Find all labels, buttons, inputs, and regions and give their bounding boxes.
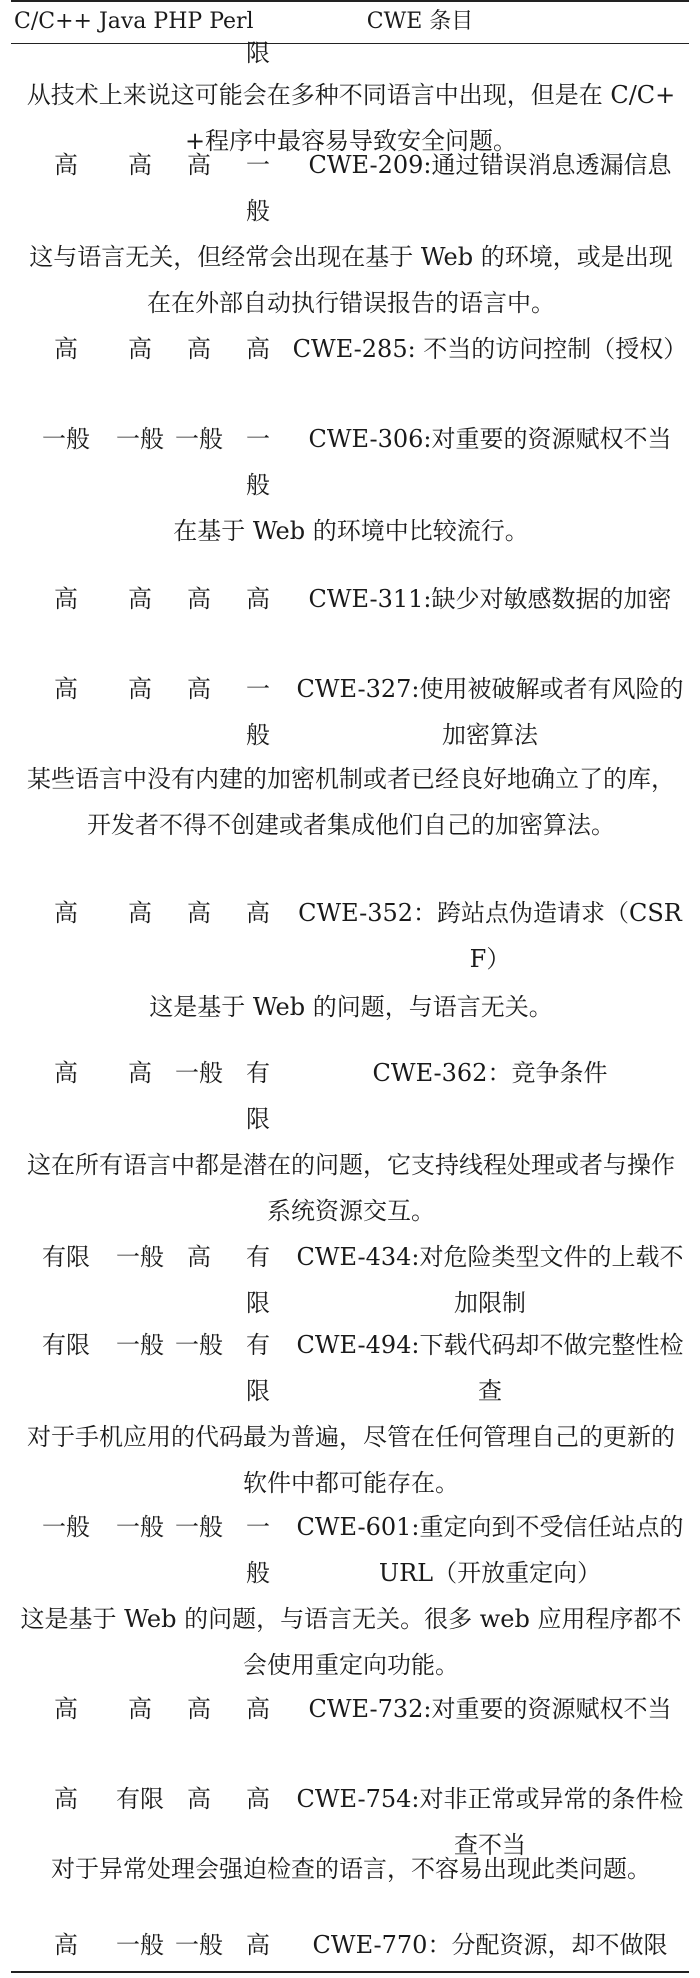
top-fragment: 限 bbox=[246, 39, 270, 67]
rating-php: 高 bbox=[187, 1243, 211, 1271]
header-rule bbox=[11, 43, 689, 44]
rating-perl: 高 bbox=[246, 1931, 270, 1959]
rating-java: 一般 bbox=[116, 1331, 164, 1359]
rating-php: 高 bbox=[187, 335, 211, 363]
header-cwe-entry: CWE 条目 bbox=[366, 9, 474, 34]
rating-php: 一般 bbox=[175, 1513, 223, 1541]
note-row: 从技术上来说这可能会在多种不同语言中出现，但是在 C/C++程序中最容易导致安全问题。 bbox=[26, 81, 676, 155]
rating-php: 高 bbox=[187, 899, 211, 927]
rating-perl: 高 bbox=[246, 335, 270, 363]
note-row: 这在所有语言中都是潜在的问题，它支持线程处理或者与操作系统资源交互。 bbox=[27, 1151, 675, 1225]
rating-cpp: 有限 bbox=[42, 1331, 90, 1359]
rating-java: 一般 bbox=[116, 425, 164, 453]
bottom-rule bbox=[11, 1971, 689, 1973]
cwe-entry: CWE-494:下载代码却不做完整性检查 bbox=[296, 1331, 684, 1405]
rating-php: 高 bbox=[187, 151, 211, 179]
cwe-entry: CWE-311:缺少对敏感数据的加密 bbox=[308, 585, 672, 613]
rating-perl: 有限 bbox=[246, 1059, 270, 1133]
rating-php: 一般 bbox=[175, 1331, 223, 1359]
rating-java: 高 bbox=[128, 335, 152, 363]
rating-cpp: 高 bbox=[54, 675, 78, 703]
header-languages: C/C++ Java PHP Perl bbox=[14, 9, 254, 34]
rating-java: 一般 bbox=[116, 1243, 164, 1271]
rating-perl: 高 bbox=[246, 899, 270, 927]
rating-perl: 有限 bbox=[246, 1243, 270, 1317]
cwe-entry: CWE-209:通过错误消息透漏信息 bbox=[308, 151, 672, 179]
rating-perl: 一般 bbox=[246, 151, 270, 225]
rating-java: 有限 bbox=[116, 1785, 164, 1813]
rating-cpp: 高 bbox=[54, 1785, 78, 1813]
cwe-entry: CWE-306:对重要的资源赋权不当 bbox=[308, 425, 672, 453]
rating-perl: 高 bbox=[246, 1695, 270, 1723]
rating-perl: 有限 bbox=[246, 1331, 270, 1405]
rating-php: 高 bbox=[187, 585, 211, 613]
rating-php: 一般 bbox=[175, 1059, 223, 1087]
rating-perl: 高 bbox=[246, 585, 270, 613]
cwe-entry: CWE-352：跨站点伪造请求（CSRF） bbox=[298, 899, 682, 973]
rating-php: 一般 bbox=[175, 425, 223, 453]
cwe-entry: CWE-754:对非正常或异常的条件检查不当 bbox=[296, 1785, 684, 1859]
cwe-entry: CWE-732:对重要的资源赋权不当 bbox=[308, 1695, 672, 1723]
rating-php: 高 bbox=[187, 1785, 211, 1813]
rating-cpp: 一般 bbox=[42, 1513, 90, 1541]
note-row: 这是基于 Web 的问题，与语言无关。 bbox=[149, 993, 553, 1021]
rating-cpp: 高 bbox=[54, 899, 78, 927]
top-rule bbox=[11, 0, 689, 2]
rating-perl: 高 bbox=[246, 1785, 270, 1813]
rating-cpp: 高 bbox=[54, 151, 78, 179]
rating-cpp: 有限 bbox=[42, 1243, 90, 1271]
cwe-entry: CWE-327:使用被破解或者有风险的加密算法 bbox=[296, 675, 684, 749]
rating-java: 一般 bbox=[116, 1931, 164, 1959]
rating-cpp: 高 bbox=[54, 1931, 78, 1959]
rating-perl: 一般 bbox=[246, 1513, 270, 1587]
rating-java: 高 bbox=[128, 899, 152, 927]
note-row: 对于异常处理会强迫检查的语言，不容易出现此类问题。 bbox=[51, 1855, 651, 1883]
rating-cpp: 高 bbox=[54, 585, 78, 613]
rating-cpp: 一般 bbox=[42, 425, 90, 453]
rating-java: 高 bbox=[128, 1695, 152, 1723]
cwe-entry: CWE-285: 不当的访问控制（授权） bbox=[292, 335, 688, 363]
rating-perl: 一般 bbox=[246, 675, 270, 749]
cwe-entry: CWE-770：分配资源，却不做限 bbox=[312, 1931, 668, 1959]
note-row: 在基于 Web 的环境中比较流行。 bbox=[173, 517, 529, 545]
note-row: 对于手机应用的代码最为普遍，尽管在任何管理自己的更新的软件中都可能存在。 bbox=[27, 1423, 675, 1497]
cwe-entry: CWE-434:对危险类型文件的上载不加限制 bbox=[296, 1243, 684, 1317]
rating-php: 高 bbox=[187, 675, 211, 703]
cwe-entry: CWE-362：竞争条件 bbox=[372, 1059, 608, 1087]
note-row: 某些语言中没有内建的加密机制或者已经良好地确立了的库，开发者不得不创建或者集成他们自己的加密算法。 bbox=[27, 765, 675, 839]
rating-java: 高 bbox=[128, 675, 152, 703]
rating-cpp: 高 bbox=[54, 335, 78, 363]
note-row: 这与语言无关，但经常会出现在基于 Web 的环境，或是出现在在外部自动执行错误报告的语言中。 bbox=[29, 243, 673, 317]
rating-php: 高 bbox=[187, 1695, 211, 1723]
rating-perl: 一般 bbox=[246, 425, 270, 499]
rating-cpp: 高 bbox=[54, 1695, 78, 1723]
rating-java: 一般 bbox=[116, 1513, 164, 1541]
rating-java: 高 bbox=[128, 1059, 152, 1087]
cwe-entry: CWE-601:重定向到不受信任站点的 URL（开放重定向） bbox=[296, 1513, 684, 1587]
note-row: 这是基于 Web 的问题，与语言无关。很多 web 应用程序都不会使用重定向功能。 bbox=[20, 1605, 682, 1679]
rating-php: 一般 bbox=[175, 1931, 223, 1959]
rating-cpp: 高 bbox=[54, 1059, 78, 1087]
rating-java: 高 bbox=[128, 585, 152, 613]
rating-java: 高 bbox=[128, 151, 152, 179]
